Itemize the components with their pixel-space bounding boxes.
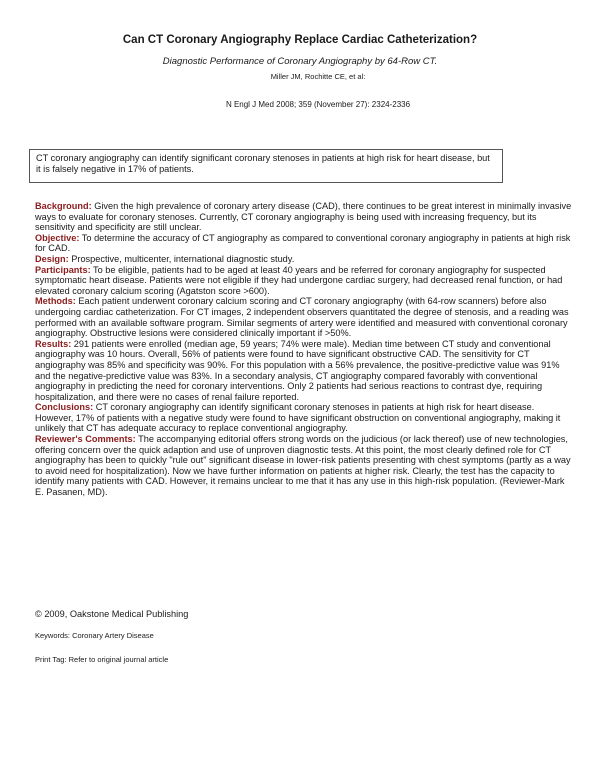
section-label: Participants: [35,264,91,275]
section-participants [35,265,575,297]
keywords: Keywords: Coronary Artery Disease [35,631,154,640]
section-text: Prospective, multicenter, international diagnostic study. [68,253,295,264]
section-label: Design: [35,253,69,264]
summary-text: CT coronary angiography can identify significant coronary stenoses in patients at high risk for heart disease, but it is falsely negative in 17% of patients. [36,153,490,174]
section-text: To determine the accuracy of CT angiography as compared to conventional coronary angiography in patients at high risk for CAD. [35,232,571,254]
section-reviewer-comments [35,434,575,498]
abstract [35,201,575,498]
article-title: Can CT Coronary Angiography Replace Cardiac Catheterization? [122,34,478,46]
summary-box [29,149,503,183]
section-label: Conclusions: [35,402,94,413]
section-text: 291 patients were enrolled (median age, 59 years; 74% were male). Median time between CT study and conventional angiography was 10 hours. Overall, 56% of patients were found to have significant obstructive CAD. The sensitivity for CT angiography was 85% and specificity was 90%. For this population with a 56% prevalence, the positive-predictive value was 91% and the negative-predictive value was 83%. In a secondary analysis, CT angiography compared favorably with conventional angiography in predicting the need for coronary interventions. Only 2 patients had serious reactions to contrast dye, requiring hospitalization, and there were no cases of renal failure reported. [35,338,560,402]
section-conclusions [35,402,575,434]
print-tag: Print Tag: Refer to original journal article [35,655,169,664]
section-text: Given the high prevalence of coronary artery disease (CAD), there continues to be great interest in minimally invasive ways to evaluate for coronary stenoses. Currently, CT coronary angiography is being used with increasing frequency, but its sensitivity and specificity are still unclear. [35,201,572,233]
section-label: Background: [35,201,92,211]
section-text: To be eligible, patients had to be aged at least 40 years and be referred for coronary angiography for suspected symptomatic heart disease. Patients were not eligible if they had undergone cardiac surgery, had decreased renal function, or had elevated coronary calcium scoring (Agatston score >600). [35,264,563,296]
section-label: Results: [35,338,72,349]
authors: Miller JM, Rochitte CE, et al: [270,72,366,81]
section-design [35,254,575,265]
section-objective [35,233,575,254]
section-label: Objective: [35,232,80,243]
section-methods [35,296,575,338]
section-label: Reviewer's Comments: [35,434,136,445]
study-subtitle: Diagnostic Performance of Coronary Angiography by 64-Row CT. [162,56,438,67]
section-text: The accompanying editorial offers strong words on the judicious (or lack thereof) use of new technologies, offering concern over the quick adaption and use of unproven diagnostic tests. At this point, the most clearly defined role for CT angiography has been to quickly "rule out" significant disease in lower-risk patients presenting with chest symptoms (partly as a way to avoid need for hospitalization). Now we have further information on patients at higher risk. Clearly, the test has the capacity to identify many patients with CAD. However, it remains unclear to me that it has any use in this high-risk population. (Reviewer-Mark E. Pasanen, MD). [35,434,571,498]
section-background [35,201,575,233]
journal-citation: N Engl J Med 2008; 359 (November 27): 2324-2336 [225,100,411,109]
section-text: CT coronary angiography can identify significant coronary stenoses in patients at high risk for heart disease. However, 17% of patients with a negative study were found to have significant obstruction on conventional angiography, making it unlikely that CT has adequate accuracy to replace conventional angiography. [35,402,561,434]
section-text: Each patient underwent coronary calcium scoring and CT coronary angiography (with 64-row scanners) before also undergoing cardiac catheterization. For CT images, 2 independent observers quantitated the degree of stenosis, and a reading was performed with an available software program. Similar segments of artery were identified and measured with conventional coronary angiography. Obstructive lesions were considered clinically important if >50%. [35,296,569,339]
section-results [35,339,575,403]
section-label: Methods: [35,296,76,307]
copyright: © 2009, Oakstone Medical Publishing [35,609,189,619]
